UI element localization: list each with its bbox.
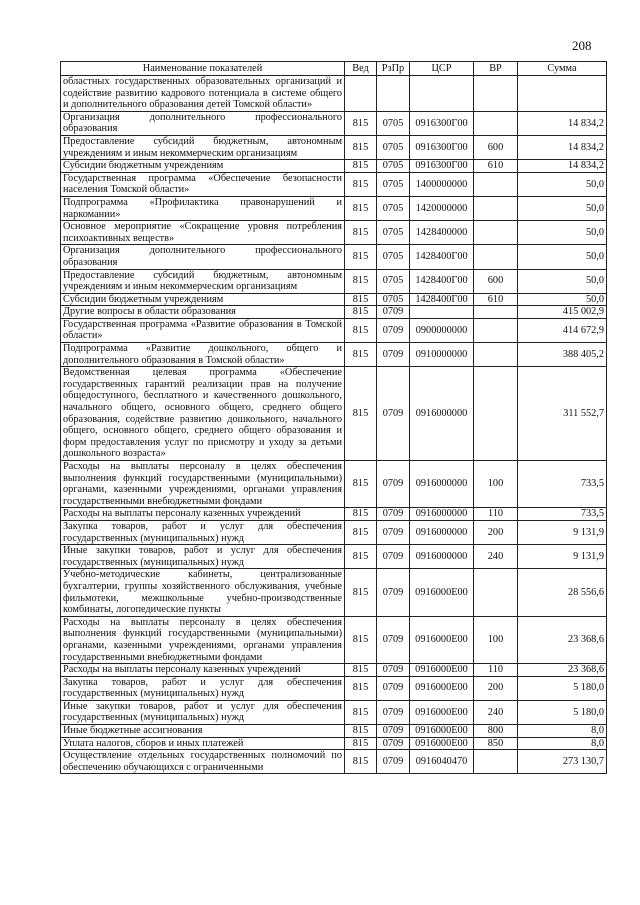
csr-cell: 0916000E00 (410, 676, 474, 700)
csr-cell: 0916300Г00 (410, 135, 474, 159)
ved-cell: 815 (345, 245, 377, 269)
sum-cell: 415 002,9 (518, 306, 607, 319)
vr-cell: 600 (474, 269, 518, 293)
rzpr-cell: 0709 (377, 725, 410, 738)
sum-cell: 733,5 (518, 508, 607, 521)
ved-cell: 815 (345, 367, 377, 461)
ved-cell: 815 (345, 461, 377, 508)
csr-cell: 0916000000 (410, 367, 474, 461)
table-row (61, 569, 607, 616)
csr-cell: 0916000E00 (410, 700, 474, 724)
table-row (61, 725, 607, 738)
rzpr-cell: 0709 (377, 367, 410, 461)
rzpr-cell: 0705 (377, 269, 410, 293)
sum-cell: 273 130,7 (518, 750, 607, 774)
indicator-name-cell: Иные бюджетные ассигнования (61, 725, 345, 738)
csr-cell: 0916000E00 (410, 737, 474, 750)
csr-cell: 1428400Г00 (410, 293, 474, 306)
vr-cell (474, 196, 518, 220)
indicator-name-cell: Субсидии бюджетным учреждениям (61, 293, 345, 306)
table-header-row (61, 62, 607, 76)
vr-cell (474, 111, 518, 135)
vr-cell: 200 (474, 676, 518, 700)
csr-cell: 1428400000 (410, 221, 474, 245)
sum-cell: 50,0 (518, 293, 607, 306)
sum-cell: 8,0 (518, 725, 607, 738)
rzpr-cell: 0709 (377, 676, 410, 700)
table-row (61, 508, 607, 521)
table-row (61, 269, 607, 293)
ved-cell: 815 (345, 318, 377, 342)
indicator-name-cell: Подпрограмма «Профилактика правонарушений и наркомании» (61, 196, 345, 220)
vr-cell: 240 (474, 700, 518, 724)
sum-cell: 733,5 (518, 461, 607, 508)
table-row (61, 520, 607, 544)
indicator-name-cell: Организация дополнительного профессионального образования (61, 111, 345, 135)
table-row (61, 306, 607, 319)
csr-cell: 0916000E00 (410, 569, 474, 616)
sum-cell: 9 131,9 (518, 520, 607, 544)
rzpr-cell: 0709 (377, 520, 410, 544)
table-row (61, 664, 607, 677)
table-row (61, 221, 607, 245)
rzpr-cell: 0705 (377, 221, 410, 245)
rzpr-cell: 0709 (377, 461, 410, 508)
vr-cell (474, 343, 518, 367)
indicator-name-cell: Закупка товаров, работ и услуг для обеспечения государственных (муниципальных) нужд (61, 676, 345, 700)
ved-cell: 815 (345, 196, 377, 220)
indicator-name-cell: Субсидии бюджетным учреждениям (61, 160, 345, 173)
vr-cell: 110 (474, 508, 518, 521)
header-ved: Вед (345, 62, 377, 76)
rzpr-cell: 0705 (377, 135, 410, 159)
indicator-name-cell: Государственная программа «Обеспечение безопасности населения Томской области» (61, 172, 345, 196)
csr-cell: 1420000000 (410, 196, 474, 220)
ved-cell: 815 (345, 700, 377, 724)
header-rzpr: РзПр (377, 62, 410, 76)
table-row (61, 750, 607, 774)
rzpr-cell: 0705 (377, 172, 410, 196)
ved-cell: 815 (345, 269, 377, 293)
vr-cell: 100 (474, 616, 518, 663)
table-row (61, 367, 607, 461)
sum-cell: 388 405,2 (518, 343, 607, 367)
table-row (61, 76, 607, 112)
rzpr-cell: 0709 (377, 318, 410, 342)
ved-cell: 815 (345, 545, 377, 569)
table-row (61, 343, 607, 367)
sum-cell (518, 76, 607, 112)
csr-cell (410, 306, 474, 319)
sum-cell: 23 368,6 (518, 616, 607, 663)
rzpr-cell: 0709 (377, 737, 410, 750)
ved-cell: 815 (345, 508, 377, 521)
vr-cell: 850 (474, 737, 518, 750)
table-row (61, 318, 607, 342)
csr-cell: 0916000000 (410, 461, 474, 508)
indicator-name-cell: областных государственных образовательных организаций и содействие развитию кадрового потенциала в системе общего и дополнительного образования детей Томской области» (61, 76, 345, 112)
rzpr-cell: 0705 (377, 111, 410, 135)
vr-cell (474, 172, 518, 196)
vr-cell: 610 (474, 293, 518, 306)
csr-cell: 0916000000 (410, 508, 474, 521)
table-row (61, 160, 607, 173)
csr-cell: 1428400Г00 (410, 269, 474, 293)
vr-cell: 610 (474, 160, 518, 173)
sum-cell: 50,0 (518, 245, 607, 269)
header-vr: ВР (474, 62, 518, 76)
vr-cell: 110 (474, 664, 518, 677)
ved-cell: 815 (345, 737, 377, 750)
sum-cell: 9 131,9 (518, 545, 607, 569)
ved-cell: 815 (345, 111, 377, 135)
indicator-name-cell: Организация дополнительного профессионального образования (61, 245, 345, 269)
rzpr-cell: 0709 (377, 306, 410, 319)
ved-cell: 815 (345, 172, 377, 196)
indicator-name-cell: Государственная программа «Развитие образования в Томской области» (61, 318, 345, 342)
table-row (61, 737, 607, 750)
rzpr-cell: 0705 (377, 245, 410, 269)
sum-cell: 14 834,2 (518, 135, 607, 159)
csr-cell: 0916000E00 (410, 664, 474, 677)
vr-cell (474, 318, 518, 342)
rzpr-cell (377, 76, 410, 112)
indicator-name-cell: Расходы на выплаты персоналу в целях обеспечения выполнения функций государственными (муниципальными) органами, казенными учреждениями, органами управления государственными внебюджетными фондами (61, 616, 345, 663)
sum-cell: 5 180,0 (518, 676, 607, 700)
rzpr-cell: 0709 (377, 545, 410, 569)
indicator-name-cell: Иные закупки товаров, работ и услуг для обеспечения государственных (муниципальных) нужд (61, 545, 345, 569)
header-sum: Сумма (518, 62, 607, 76)
ved-cell: 815 (345, 343, 377, 367)
ved-cell: 815 (345, 160, 377, 173)
rzpr-cell: 0705 (377, 293, 410, 306)
table-row (61, 616, 607, 663)
vr-cell: 100 (474, 461, 518, 508)
header-name: Наименование показателей (61, 62, 345, 76)
budget-table (60, 61, 607, 774)
rzpr-cell: 0709 (377, 700, 410, 724)
ved-cell: 815 (345, 221, 377, 245)
sum-cell: 14 834,2 (518, 111, 607, 135)
indicator-name-cell: Подпрограмма «Развитие дошкольного, общего и дополнительного образования в Томской области» (61, 343, 345, 367)
rzpr-cell: 0709 (377, 750, 410, 774)
indicator-name-cell: Осуществление отдельных государственных полномочий по обеспечению обучающихся с ограниченными (61, 750, 345, 774)
csr-cell (410, 76, 474, 112)
ved-cell: 815 (345, 293, 377, 306)
indicator-name-cell: Расходы на выплаты персоналу казенных учреждений (61, 508, 345, 521)
vr-cell: 800 (474, 725, 518, 738)
csr-cell: 0916000E00 (410, 725, 474, 738)
ved-cell: 815 (345, 569, 377, 616)
vr-cell: 240 (474, 545, 518, 569)
header-csr: ЦСР (410, 62, 474, 76)
csr-cell: 0916000000 (410, 545, 474, 569)
indicator-name-cell: Основное мероприятие «Сокращение уровня потребления психоактивных веществ» (61, 221, 345, 245)
rzpr-cell: 0705 (377, 160, 410, 173)
csr-cell: 0910000000 (410, 343, 474, 367)
sum-cell: 414 672,9 (518, 318, 607, 342)
sum-cell: 14 834,2 (518, 160, 607, 173)
indicator-name-cell: Предоставление субсидий бюджетным, автономным учреждениям и иным некоммерческим организациям (61, 135, 345, 159)
indicator-name-cell: Предоставление субсидий бюджетным, автономным учреждениям и иным некоммерческим организациям (61, 269, 345, 293)
csr-cell: 0916000E00 (410, 616, 474, 663)
sum-cell: 50,0 (518, 172, 607, 196)
ved-cell: 815 (345, 750, 377, 774)
indicator-name-cell: Другие вопросы в области образования (61, 306, 345, 319)
table-row (61, 135, 607, 159)
sum-cell: 50,0 (518, 221, 607, 245)
page-number: 208 (572, 38, 592, 53)
rzpr-cell: 0709 (377, 664, 410, 677)
rzpr-cell: 0705 (377, 196, 410, 220)
sum-cell: 311 552,7 (518, 367, 607, 461)
indicator-name-cell: Уплата налогов, сборов и иных платежей (61, 737, 345, 750)
table-row (61, 676, 607, 700)
csr-cell: 0916300Г00 (410, 111, 474, 135)
indicator-name-cell: Ведомственная целевая программа «Обеспечение государственных гарантий реализации прав на получение общедоступного, бесплатного и качественного дошкольного, начального общего, основного общего, среднего общего образования, содействие развитию дошкольного, начального общего, основного общего, среднего общего образования и форм предоставления услуг по присмотру и уходу за детьми дошкольного возраста» (61, 367, 345, 461)
ved-cell: 815 (345, 135, 377, 159)
indicator-name-cell: Иные закупки товаров, работ и услуг для обеспечения государственных (муниципальных) нужд (61, 700, 345, 724)
sum-cell: 8,0 (518, 737, 607, 750)
vr-cell: 600 (474, 135, 518, 159)
vr-cell (474, 76, 518, 112)
vr-cell (474, 221, 518, 245)
vr-cell (474, 245, 518, 269)
sum-cell: 50,0 (518, 196, 607, 220)
table-row (61, 245, 607, 269)
rzpr-cell: 0709 (377, 569, 410, 616)
table-row (61, 196, 607, 220)
vr-cell: 200 (474, 520, 518, 544)
sum-cell: 23 368,6 (518, 664, 607, 677)
csr-cell: 1400000000 (410, 172, 474, 196)
vr-cell (474, 367, 518, 461)
table-body (61, 76, 607, 774)
table-row (61, 545, 607, 569)
vr-cell (474, 750, 518, 774)
rzpr-cell: 0709 (377, 616, 410, 663)
table-row (61, 461, 607, 508)
ved-cell: 815 (345, 725, 377, 738)
table-row (61, 111, 607, 135)
csr-cell: 0900000000 (410, 318, 474, 342)
vr-cell (474, 306, 518, 319)
ved-cell: 815 (345, 616, 377, 663)
table-row (61, 700, 607, 724)
indicator-name-cell: Учебно-методические кабинеты, централизованные бухгалтерии, группы хозяйственного обслуживания, учебные фильмотеки, межшкольные учебно-производственные комбинаты, логопедические пункты (61, 569, 345, 616)
table-row (61, 293, 607, 306)
ved-cell: 815 (345, 306, 377, 319)
sum-cell: 5 180,0 (518, 700, 607, 724)
rzpr-cell: 0709 (377, 343, 410, 367)
indicator-name-cell: Расходы на выплаты персоналу в целях обеспечения выполнения функций государственными (муниципальными) органами, казенными учреждениями, органами управления государственными внебюджетными фондами (61, 461, 345, 508)
table-row (61, 172, 607, 196)
indicator-name-cell: Закупка товаров, работ и услуг для обеспечения государственных (муниципальных) нужд (61, 520, 345, 544)
indicator-name-cell: Расходы на выплаты персоналу казенных учреждений (61, 664, 345, 677)
csr-cell: 0916000000 (410, 520, 474, 544)
ved-cell: 815 (345, 664, 377, 677)
rzpr-cell: 0709 (377, 508, 410, 521)
csr-cell: 0916300Г00 (410, 160, 474, 173)
sum-cell: 50,0 (518, 269, 607, 293)
ved-cell: 815 (345, 520, 377, 544)
ved-cell (345, 76, 377, 112)
csr-cell: 1428400Г00 (410, 245, 474, 269)
sum-cell: 28 556,6 (518, 569, 607, 616)
ved-cell: 815 (345, 676, 377, 700)
csr-cell: 0916040470 (410, 750, 474, 774)
vr-cell (474, 569, 518, 616)
